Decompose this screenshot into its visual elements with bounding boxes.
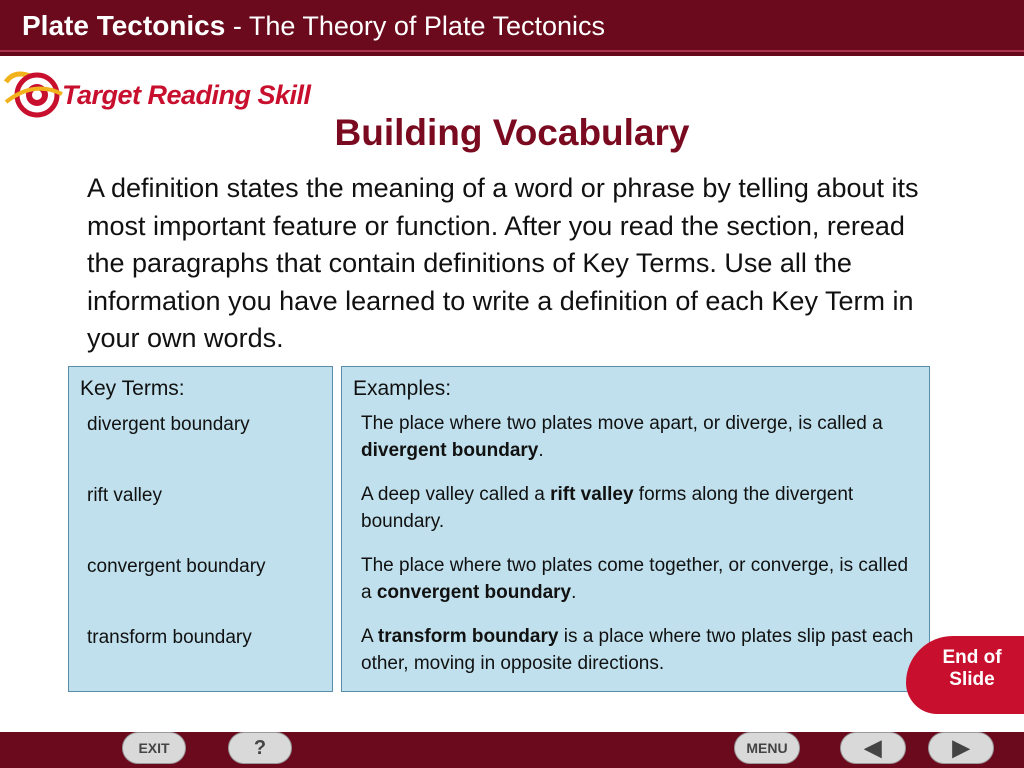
key-term: divergent boundary [87,414,250,435]
example-term-bold: rift valley [550,484,634,505]
menu-button[interactable]: MENU [734,732,800,764]
instruction-paragraph: A definition states the meaning of a word or phrase by telling about its most important feature or function. After you read the section, reread the paragraphs that contain definitions of Key Terms. Use all the information you have learned to write a definition of each Key Term in your own words. [87,173,919,353]
examples-header: Examples: [353,377,452,400]
slide-title [22,10,605,42]
page-heading: Building Vocabulary [334,112,690,153]
example-text: The place where two plates move apart, or diverge, is called a divergent boundary. [361,413,883,461]
end-of-slide-label[interactable]: End of Slide [942,647,1002,690]
previous-arrow-icon[interactable]: ◀ [840,732,906,764]
help-button[interactable]: ? [228,732,292,764]
example-term-bold: transform boundary [377,626,559,647]
key-term: rift valley [87,485,162,506]
key-term: convergent boundary [87,556,266,577]
title-rule [0,50,1024,52]
example-text: A deep valley called a rift valley forms along the divergent boundary. [361,484,854,532]
title-sub: - The Theory of Plate Tectonics [225,11,606,41]
example-text: The place where two plates come together, or converge, is called a convergent boundary. [361,555,909,603]
key-terms-header: Key Terms: [80,377,185,400]
next-arrow-icon[interactable]: ▶ [928,732,994,764]
target-reading-skill-label: Target Reading Skill [62,80,311,110]
key-term: transform boundary [87,627,252,648]
example-text: A transform boundary is a place where two plates slip past each other, moving in opposite directions. [361,626,914,674]
example-term-bold: divergent boundary [361,440,539,461]
exit-button[interactable]: EXIT [122,732,186,764]
title-main: Plate Tectonics [22,10,226,41]
example-term-bold: convergent boundary [376,582,572,603]
